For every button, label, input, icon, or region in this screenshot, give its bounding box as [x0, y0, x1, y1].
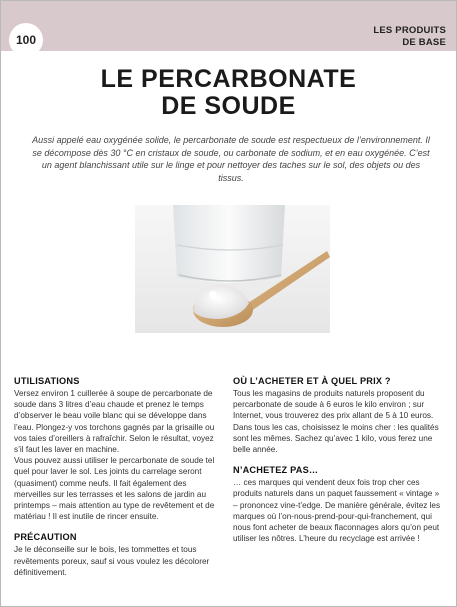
right-column	[233, 375, 443, 544]
heading-utilisations: UTILISATIONS	[14, 376, 80, 386]
nachetez-paragraph: … ces marques qui vendent deux fois trop cher ces produits naturels dans un paquet faussement « vintage » – prononcez vine-t’edge. De manière générale, évitez les marques où l’on-nous-prend-pour-qui-franchement, qui nous font acheter de beaux flaconnages alors qu’on peut utiliser les nôtres. L’heure du recyclage est arrivée !	[233, 478, 441, 544]
utilisations-paragraph-1: Versez environ 1 cuillerée à soupe de percarbonate de soude dans 3 litres d’eau chaude et prenez le temps d’observer le beau voile blanc qui se développe dans l’eau. Plongez-y vos torchons gagnés par la grisaille ou vos taies d’oreillers à rafraîchir. Selon le résultat, voyez s’il faut les laver en machine.	[14, 389, 215, 455]
left-column	[14, 375, 224, 578]
title-line2: DE SOUDE	[161, 92, 296, 120]
photo-illustration	[135, 205, 330, 333]
glass-icon	[173, 205, 285, 283]
section-label-line1: LES PRODUITS	[373, 25, 446, 36]
heading-acheter: OÙ L’ACHETER ET À QUEL PRIX ?	[233, 376, 391, 386]
heading-precaution: PRÉCAUTION	[14, 532, 77, 543]
product-photo	[135, 205, 330, 333]
acheter-paragraph: Tous les magasins de produits naturels proposent du percarbonate de soude à 6 euros le kilo environ ; sur Internet, vous trouverez des prix allant de 5 à 10 euros. Dans tous les cas, choisissez le moins cher : les qualités sont les mêmes. Sachez qu’avec 1 kilo, vous ferez une belle année.	[233, 389, 439, 455]
section-label	[373, 25, 446, 49]
heading-nachetez: N’ACHETEZ PAS…	[233, 465, 319, 476]
section-label-line2: DE BASE	[402, 37, 446, 48]
utilisations-paragraph-2: Vous pouvez aussi utiliser le percarbonate de soude tel quel pour laver le sol. Les joints du carrelage seront (quasiment) comme neufs. Il fait également des merveilles sur les terrasses et les salons de jardin au printemps – mais attention au type de revêtement et de matériau ! Il est inutile de rincer ensuite.	[14, 456, 215, 522]
intro-paragraph: Aussi appelé eau oxygénée solide, le percarbonate de soude est respectueux de l’environnement. Il se décompose dès 30 °C en cristaux de soude, ou carbonate de sodium, et en eau oxygénée. C’est un agent blanchissant utile sur le linge et pour nettoyer des taches sur le sol, des objets ou des tissus.	[32, 135, 430, 184]
precaution-paragraph: Je le déconseille sur le bois, les tommettes et tous revêtements poreux, sauf si vous voulez les décolorer définitivement.	[14, 545, 210, 577]
page-title	[1, 66, 456, 120]
title-line1: LE PERCARBONATE	[100, 65, 357, 93]
page-number: 100	[9, 23, 43, 57]
